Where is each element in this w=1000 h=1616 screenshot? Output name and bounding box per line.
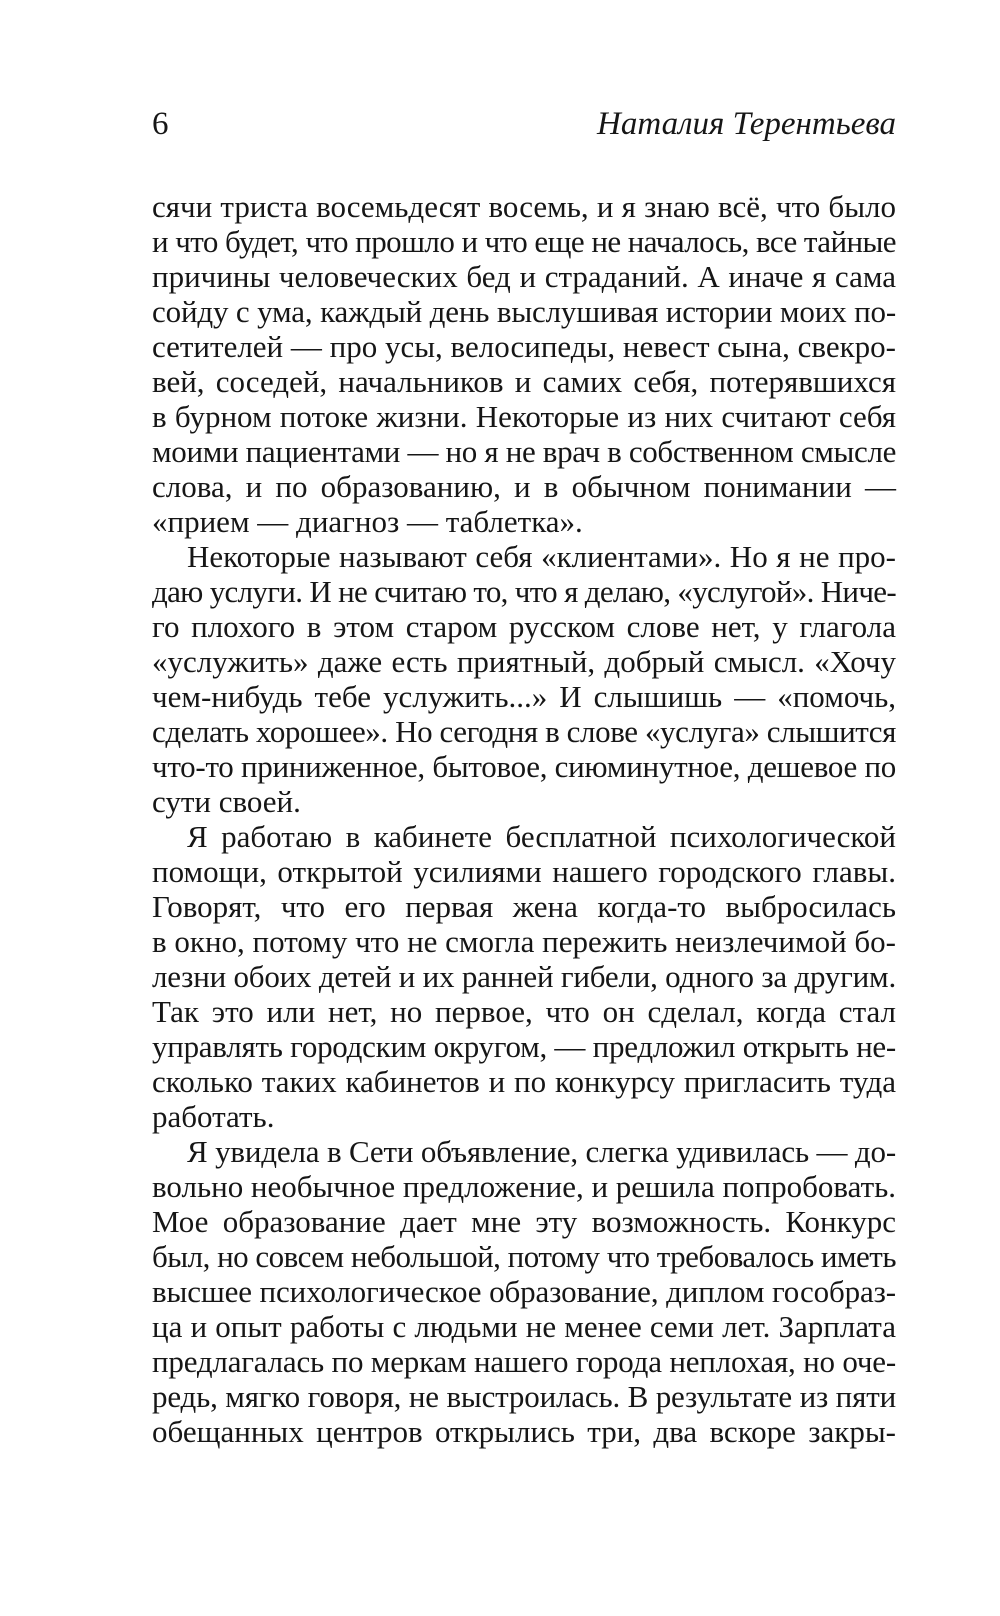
text-line: в бурном потоке жизни. Некоторые из них считают себя [152, 399, 896, 434]
text-line: чем-нибудь тебе услужить...» И слышишь — «помочь, [152, 679, 896, 714]
text-line: что-то приниженное, бытовое, сиюминутное, дешевое по [152, 749, 896, 784]
text-line: в окно, потому что не смогла пережить неизлечимой бо- [152, 924, 896, 959]
text-line: слова, и по образованию, и в обычном понимании — [152, 469, 896, 504]
text-line: сколько таких кабинетов и по конкурсу пригласить туда [152, 1064, 896, 1099]
text-line: «прием — диагноз — таблетка». [152, 504, 583, 539]
text-line: сделать хорошее». Но сегодня в слове «услуга» слышится [152, 714, 896, 749]
text-line: и что будет, что прошло и что еще не началось, все тайные [152, 224, 896, 259]
text-line: вольно необычное предложение, и решила попробовать. [152, 1169, 896, 1204]
text-line: предлагалась по меркам нашего города неплохая, но оче- [152, 1344, 896, 1379]
text-line: Некоторые называют себя «клиентами». Но я не про- [187, 539, 896, 574]
text-line: сути своей. [152, 784, 301, 819]
text-line: работать. [152, 1099, 275, 1134]
running-head [152, 102, 896, 146]
text-line: обещанных центров открылись три, два вскоре закры- [152, 1414, 896, 1449]
text-line: помощи, открытой усилиями нашего городского главы. [152, 854, 896, 889]
text-line: даю услуги. И не считаю то, что я делаю, «услугой». Ниче- [152, 574, 896, 609]
text-line: лезни обоих детей и их ранней гибели, одного за другим. [152, 959, 896, 994]
paragraph [152, 189, 896, 539]
text-line: ца и опыт работы с людьми не менее семи лет. Зарплата [152, 1309, 896, 1344]
text-line: Мое образование дает мне эту возможность. Конкурс [152, 1204, 896, 1239]
text-line: был, но совсем небольшой, потому что требовалось иметь [152, 1239, 896, 1274]
text-line: «услужить» даже есть приятный, добрый смысл. «Хочу [152, 644, 896, 679]
text-line: Говорят, что его первая жена когда-то выбросилась [152, 889, 896, 924]
page-number: 6 [152, 106, 169, 142]
text-line: Я увидела в Сети объявление, слегка удивилась — до- [187, 1134, 896, 1169]
text-line: причины человеческих бед и страданий. А иначе я сама [152, 259, 896, 294]
text-line: Я работаю в кабинете бесплатной психологической [187, 819, 896, 854]
text-line: Так это или нет, но первое, что он сделал, когда стал [152, 994, 896, 1029]
running-title: Наталия Терентьева [597, 106, 896, 142]
text-line: го плохого в этом старом русском слове нет, у глагола [152, 609, 896, 644]
text-line: сойду с ума, каждый день выслушивая истории моих по- [152, 294, 896, 329]
paragraph [152, 1134, 896, 1449]
text-line: высшее психологическое образование, диплом гособраз- [152, 1274, 896, 1309]
text-line: вей, соседей, начальников и самих себя, потерявшихся [152, 364, 896, 399]
text-line: сетителей — про усы, велосипеды, невест сына, свекро- [152, 329, 896, 364]
text-line: сячи триста восемьдесят восемь, и я знаю всё, что было [152, 189, 896, 224]
text-line: редь, мягко говоря, не выстроилась. В результате из пяти [152, 1379, 896, 1414]
body-text [152, 189, 896, 1449]
text-line: моими пациентами — но я не врач в собственном смысле [152, 434, 896, 469]
text-line: управлять городским округом, — предложил открыть не- [152, 1029, 896, 1064]
paragraph [152, 539, 896, 819]
paragraph [152, 819, 896, 1134]
